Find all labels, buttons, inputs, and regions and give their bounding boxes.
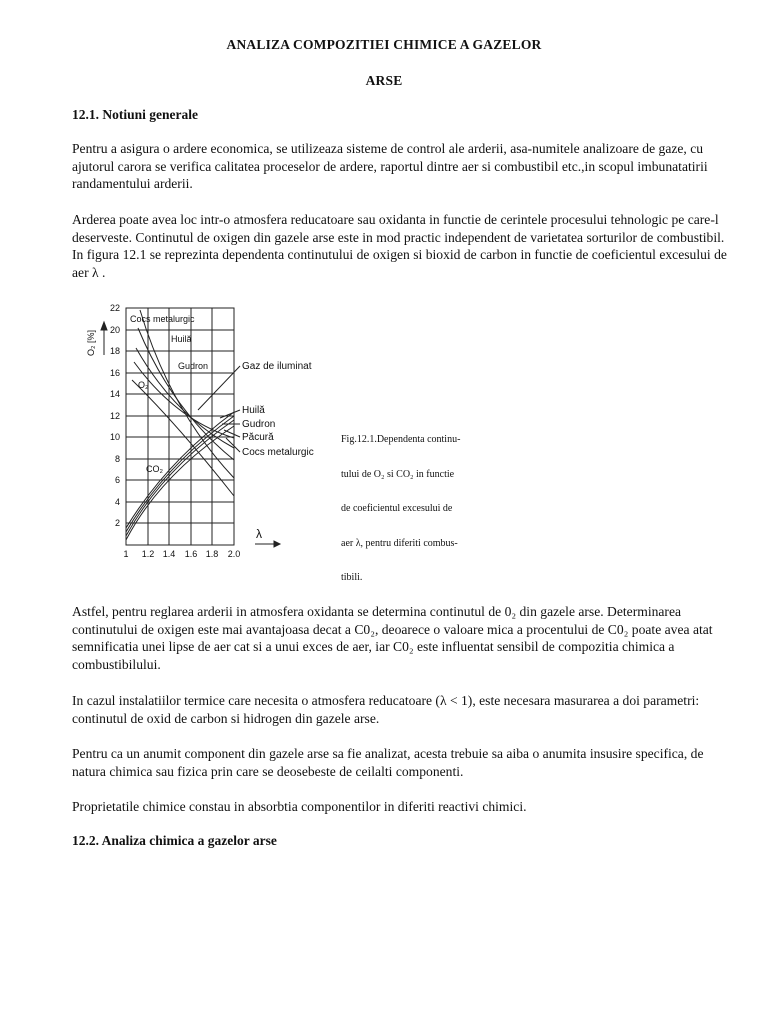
figure-caption: [341, 423, 501, 596]
section-heading-1: 12.1. Notiuni generale: [72, 107, 198, 122]
paragraph-1: Pentru a asigura o ardere economica, se utilizeaza sisteme de control ale arderii, asa-numitele analizoare de gaze, cu ajutorul carora se verifica calitatea proceselor de ardere, raportul dintre aer si combustibil etc.,in scopul imbunatatirii randamentului arderii.: [72, 141, 708, 191]
paragraph-5: Pentru ca un anumit component din gazele arse sa fie analizat, acesta trebuie sa aiba o anumita insusire specifica, de natura chimica sau fizica prin care se deosebeste de ceilalti componenti.: [72, 746, 704, 779]
x-axis-label: λ: [256, 527, 262, 541]
x-tick-label: 1.8: [205, 549, 219, 559]
outer-label-gaz: Gaz de iluminat: [242, 361, 312, 372]
y-axis-label: O₂ [%]: [86, 330, 96, 356]
inner-label-co2: CO₂: [146, 464, 163, 474]
y-tick-label: 12: [109, 411, 120, 421]
section-heading-2: 12.2. Analiza chimica a gazelor arse: [72, 833, 277, 848]
paragraph-2: Arderea poate avea loc intr-o atmosfera reducatoare sau oxidanta in functie de cerintele procesului tehnologic pe care-l deserveste. Continutul de oxigen din gazele arse este in mod practic independent de varietatea sorturilor de combustibil. In figura 12.1 se reprezinta dependenta continutului de oxigen si bioxid de carbon in functie de coeficientul excesului de aer λ .: [72, 212, 727, 280]
paragraph-3: Astfel, pentru reglarea arderii in atmosfera oxidanta se determina continutul de 0₂ din gazele arse. Determinarea continutului de oxigen este mai avantajoasa decat a C0₂, deoarece o valoare mica a procentului de C0₂ poate avea atat semnificatia unei lipse de aer cat si a unui exces de aer, iar C0₂ este influentat sensibil de compozitia chimica a combustibilului.: [72, 604, 713, 672]
figure-o2-co2-chart: [80, 300, 340, 565]
x-tick-label: 1.6: [184, 549, 198, 559]
inner-label-o2: O₂: [138, 380, 149, 390]
y-tick-label: 6: [114, 475, 120, 485]
outer-label-pacura: Păcură: [242, 432, 274, 443]
caption-line: aer λ, pentru diferiti combus-: [341, 537, 458, 549]
inner-label-huila: Huilă: [171, 334, 192, 344]
outer-label-gudron: Gudron: [242, 419, 276, 430]
y-tick-label: 4: [114, 497, 120, 507]
outer-label-cocs: Cocs metalurgic: [242, 447, 314, 458]
y-tick-label: 16: [109, 368, 120, 378]
y-tick-label: 18: [109, 346, 120, 356]
document-title: ANALIZA COMPOZITIEI CHIMICE A GAZELOR: [226, 37, 542, 52]
x-tick-label: 1.4: [162, 549, 176, 559]
paragraph-6: Proprietatile chimice constau in absorbtia componentilor in diferiti reactivi chimici.: [72, 799, 527, 814]
y-tick-label: 10: [109, 432, 120, 442]
document-title-continued: ARSE: [365, 73, 403, 88]
caption-line: de coeficientul excesului de: [341, 503, 453, 514]
y-tick-label: 22: [109, 303, 120, 313]
x-tick-label: 1: [123, 549, 129, 559]
y-tick-label: 14: [109, 389, 120, 399]
outer-label-huila: Huilă: [242, 405, 265, 416]
inner-label-cocs: Cocs metalurgic: [130, 314, 195, 324]
caption-line: tului de O₂ si CO₂ in functie: [341, 468, 455, 480]
inner-label-gudron: Gudron: [178, 361, 209, 371]
y-tick-label: 20: [109, 325, 120, 335]
paragraph-4: In cazul instalatiilor termice care necesita o atmosfera reducatoare (λ < 1), este necesara masurarea a doi parametri: continutul de oxid de carbon si hidrogen din gazele arse.: [72, 693, 700, 726]
x-tick-label: 2.0: [227, 549, 241, 559]
y-tick-label: 8: [114, 454, 120, 464]
caption-line: Fig.12.1.Dependenta continu-: [341, 434, 461, 445]
caption-line: tibili.: [341, 572, 363, 583]
y-tick-label: 2: [114, 518, 120, 528]
x-tick-label: 1.2: [141, 549, 155, 559]
